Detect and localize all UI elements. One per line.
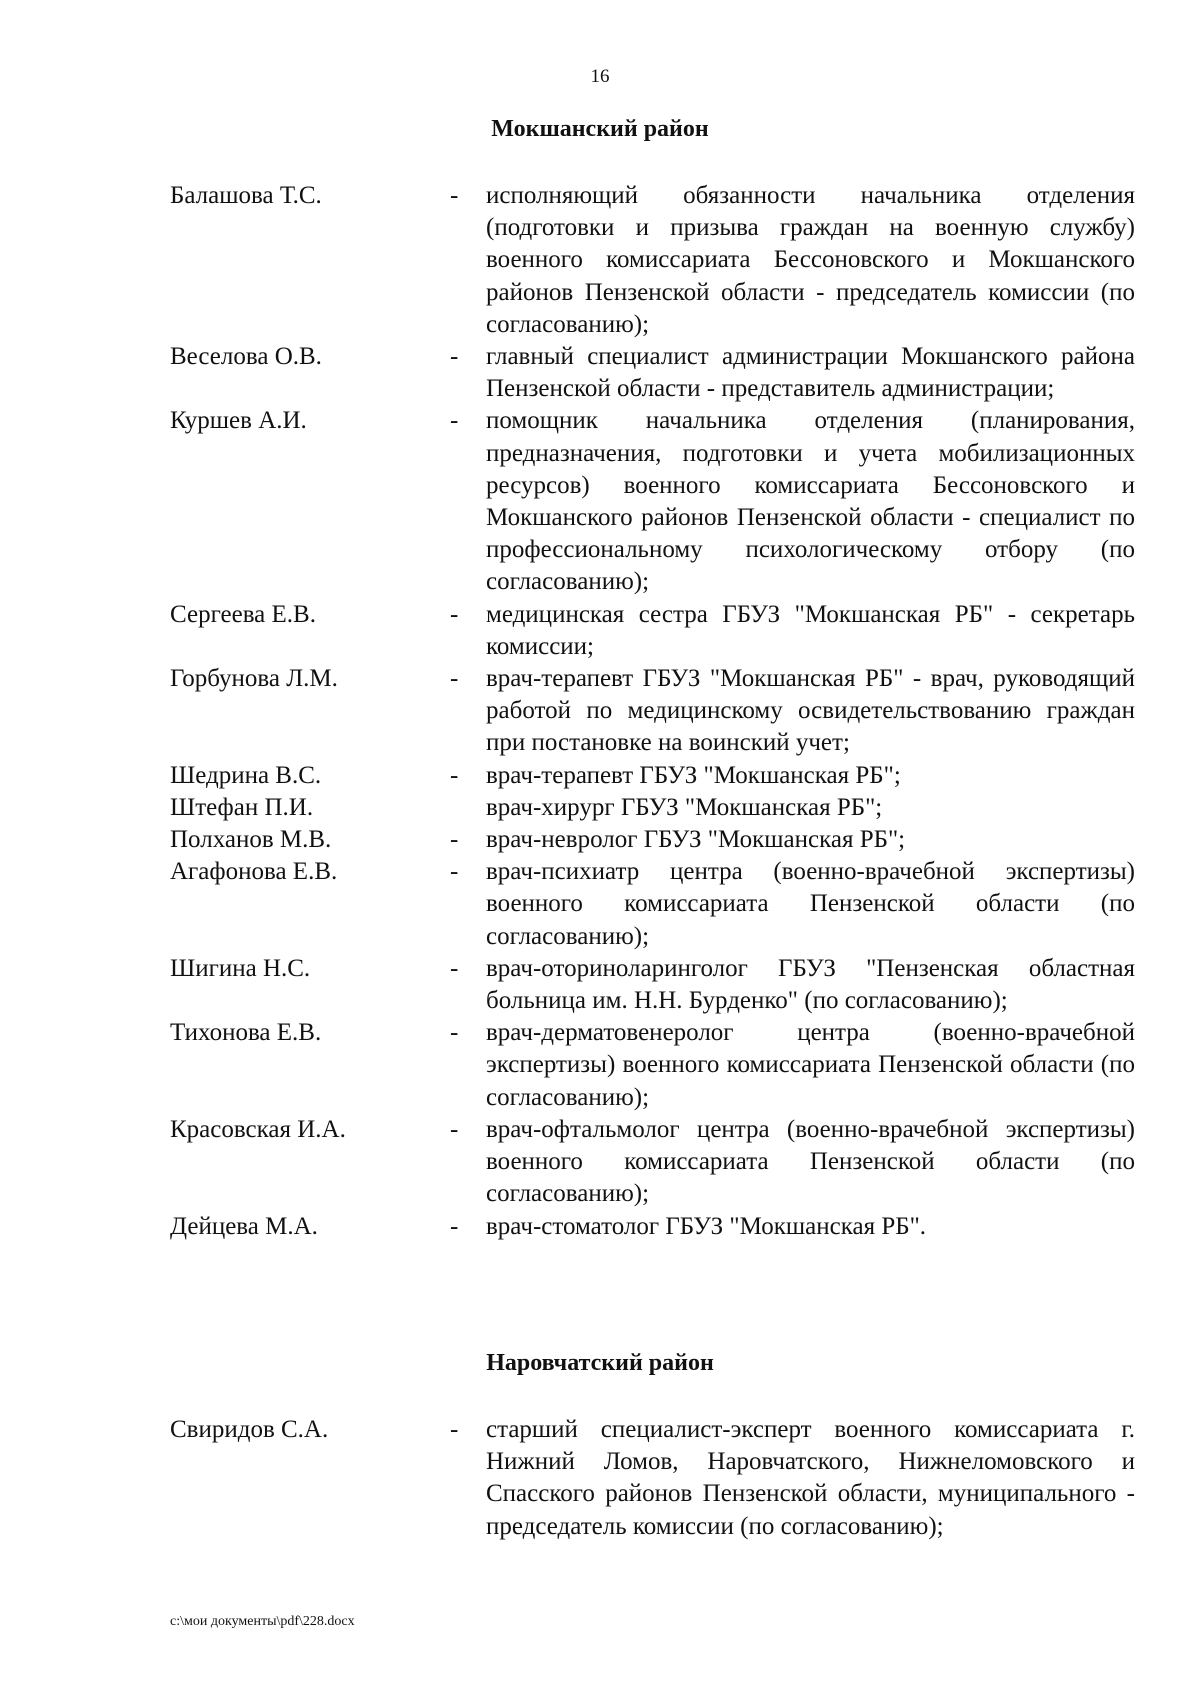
member-position: врач-терапевт ГБУЗ "Мокшанская РБ";: [486, 761, 901, 789]
member-name: Дейцева М.А.: [170, 1212, 318, 1240]
member-name: Горбунова Л.М.: [170, 665, 338, 693]
member-position: врач-невролог ГБУЗ "Мокшанская РБ";: [486, 826, 906, 854]
member-entry: [0, 405, 1200, 598]
member-entry: [0, 792, 1200, 824]
entry-dash: -: [450, 665, 459, 693]
member-position: помощник начальника отделения (планирования, предназначения, подготовки и учета мобилизационных ресурсов) военного комиссариата Бессоновского и Мокшанского районов Пензенской области - специалист по профессиональному психологическому отбору (по согласованию);: [486, 407, 1135, 596]
member-name: Балашова Т.С.: [170, 182, 322, 209]
entry-dash: -: [450, 1212, 459, 1240]
member-position: врач-оториноларинголог ГБУЗ "Пензенская областная больница им. Н.Н. Бурденко" (по согласованию);: [486, 954, 1135, 1015]
member-entry: [0, 1114, 1200, 1211]
entry-dash: -: [450, 826, 459, 854]
entry-dash: -: [450, 761, 459, 789]
member-entry: [0, 856, 1200, 953]
member-name: Тихонова Е.В.: [170, 1019, 322, 1047]
member-position: главный специалист администрации Мокшанского района Пензенской области - представитель администрации;: [486, 343, 1135, 403]
member-name: Красовская И.А.: [170, 1115, 346, 1143]
section-title-narovchatsky: Наровчатский район: [486, 1350, 714, 1376]
page-number: 16: [590, 66, 610, 87]
member-name: Шедрина В.С.: [170, 761, 322, 789]
member-entry: [0, 1211, 1200, 1243]
member-position: старший специалист-эксперт военного комиссариата г. Нижний Ломов, Наровчатского, Нижнеломовского и Спасского районов Пензенской области, муниципального - председатель комиссии (по согласованию);: [486, 1416, 1135, 1540]
member-list-narovchatsky: [0, 1414, 1200, 1543]
entry-dash: -: [450, 600, 459, 628]
entry-dash: -: [450, 407, 459, 435]
member-entry: [0, 1414, 1200, 1543]
member-position: врач-терапевт ГБУЗ "Мокшанская РБ" - врач, руководящий работой по медицинскому освидетельствованию граждан при постановке на воинский учет;: [486, 665, 1135, 757]
member-position: врач-хирург ГБУЗ "Мокшанская РБ";: [486, 793, 883, 821]
entry-dash: -: [450, 1019, 459, 1047]
member-entry: [0, 180, 1200, 341]
entry-dash: -: [450, 182, 459, 209]
member-name: Шигина Н.С.: [170, 954, 311, 982]
member-name: Куршев А.И.: [170, 407, 307, 435]
member-entry: [0, 824, 1200, 856]
member-name: Агафонова Е.В.: [170, 858, 338, 886]
member-position: врач-дерматовенеролог центра (военно-врачебной экспертизы) военного комиссариата Пензенской области (по согласованию);: [486, 1019, 1135, 1111]
member-position: исполняющий обязанности начальника отделения (подготовки и призыва граждан на военную службу) военного комиссариата Бессоновского и Мокшанского районов Пензенской области - председатель комиссии (по согласованию);: [486, 182, 1135, 338]
member-name: Свиридов С.А.: [170, 1416, 329, 1443]
member-name: Полханов М.В.: [170, 826, 332, 854]
member-name: Сергеева Е.В.: [170, 600, 316, 628]
member-position: врач-психиатр центра (военно-врачебной экспертизы) военного комиссариата Пензенской области (по согласованию);: [486, 858, 1135, 950]
member-name: Веселова О.В.: [170, 343, 322, 371]
member-position: врач-стоматолог ГБУЗ "Мокшанская РБ".: [486, 1212, 927, 1240]
member-entry: [0, 663, 1200, 760]
entry-dash: -: [450, 1115, 459, 1143]
footer-file-path: c:\мои документы\pdf\228.docx: [170, 1614, 355, 1629]
member-entry: [0, 760, 1200, 792]
member-entry: [0, 1017, 1200, 1114]
member-entry: [0, 953, 1200, 1017]
entry-dash: -: [450, 954, 459, 982]
member-list-mokshansky: [0, 180, 1200, 1243]
entry-dash: -: [450, 1416, 459, 1443]
entry-dash: -: [450, 858, 459, 886]
member-name: Штефан П.И.: [170, 793, 314, 821]
entry-dash: -: [450, 343, 459, 371]
member-position: медицинская сестра ГБУЗ "Мокшанская РБ" - секретарь комиссии;: [486, 600, 1135, 660]
member-position: врач-офтальмолог центра (военно-врачебной экспертизы) военного комиссариата Пензенской области (по согласованию);: [486, 1115, 1135, 1208]
section-title-mokshansky: Мокшанский район: [491, 116, 709, 142]
member-entry: [0, 599, 1200, 663]
member-entry: [0, 341, 1200, 405]
